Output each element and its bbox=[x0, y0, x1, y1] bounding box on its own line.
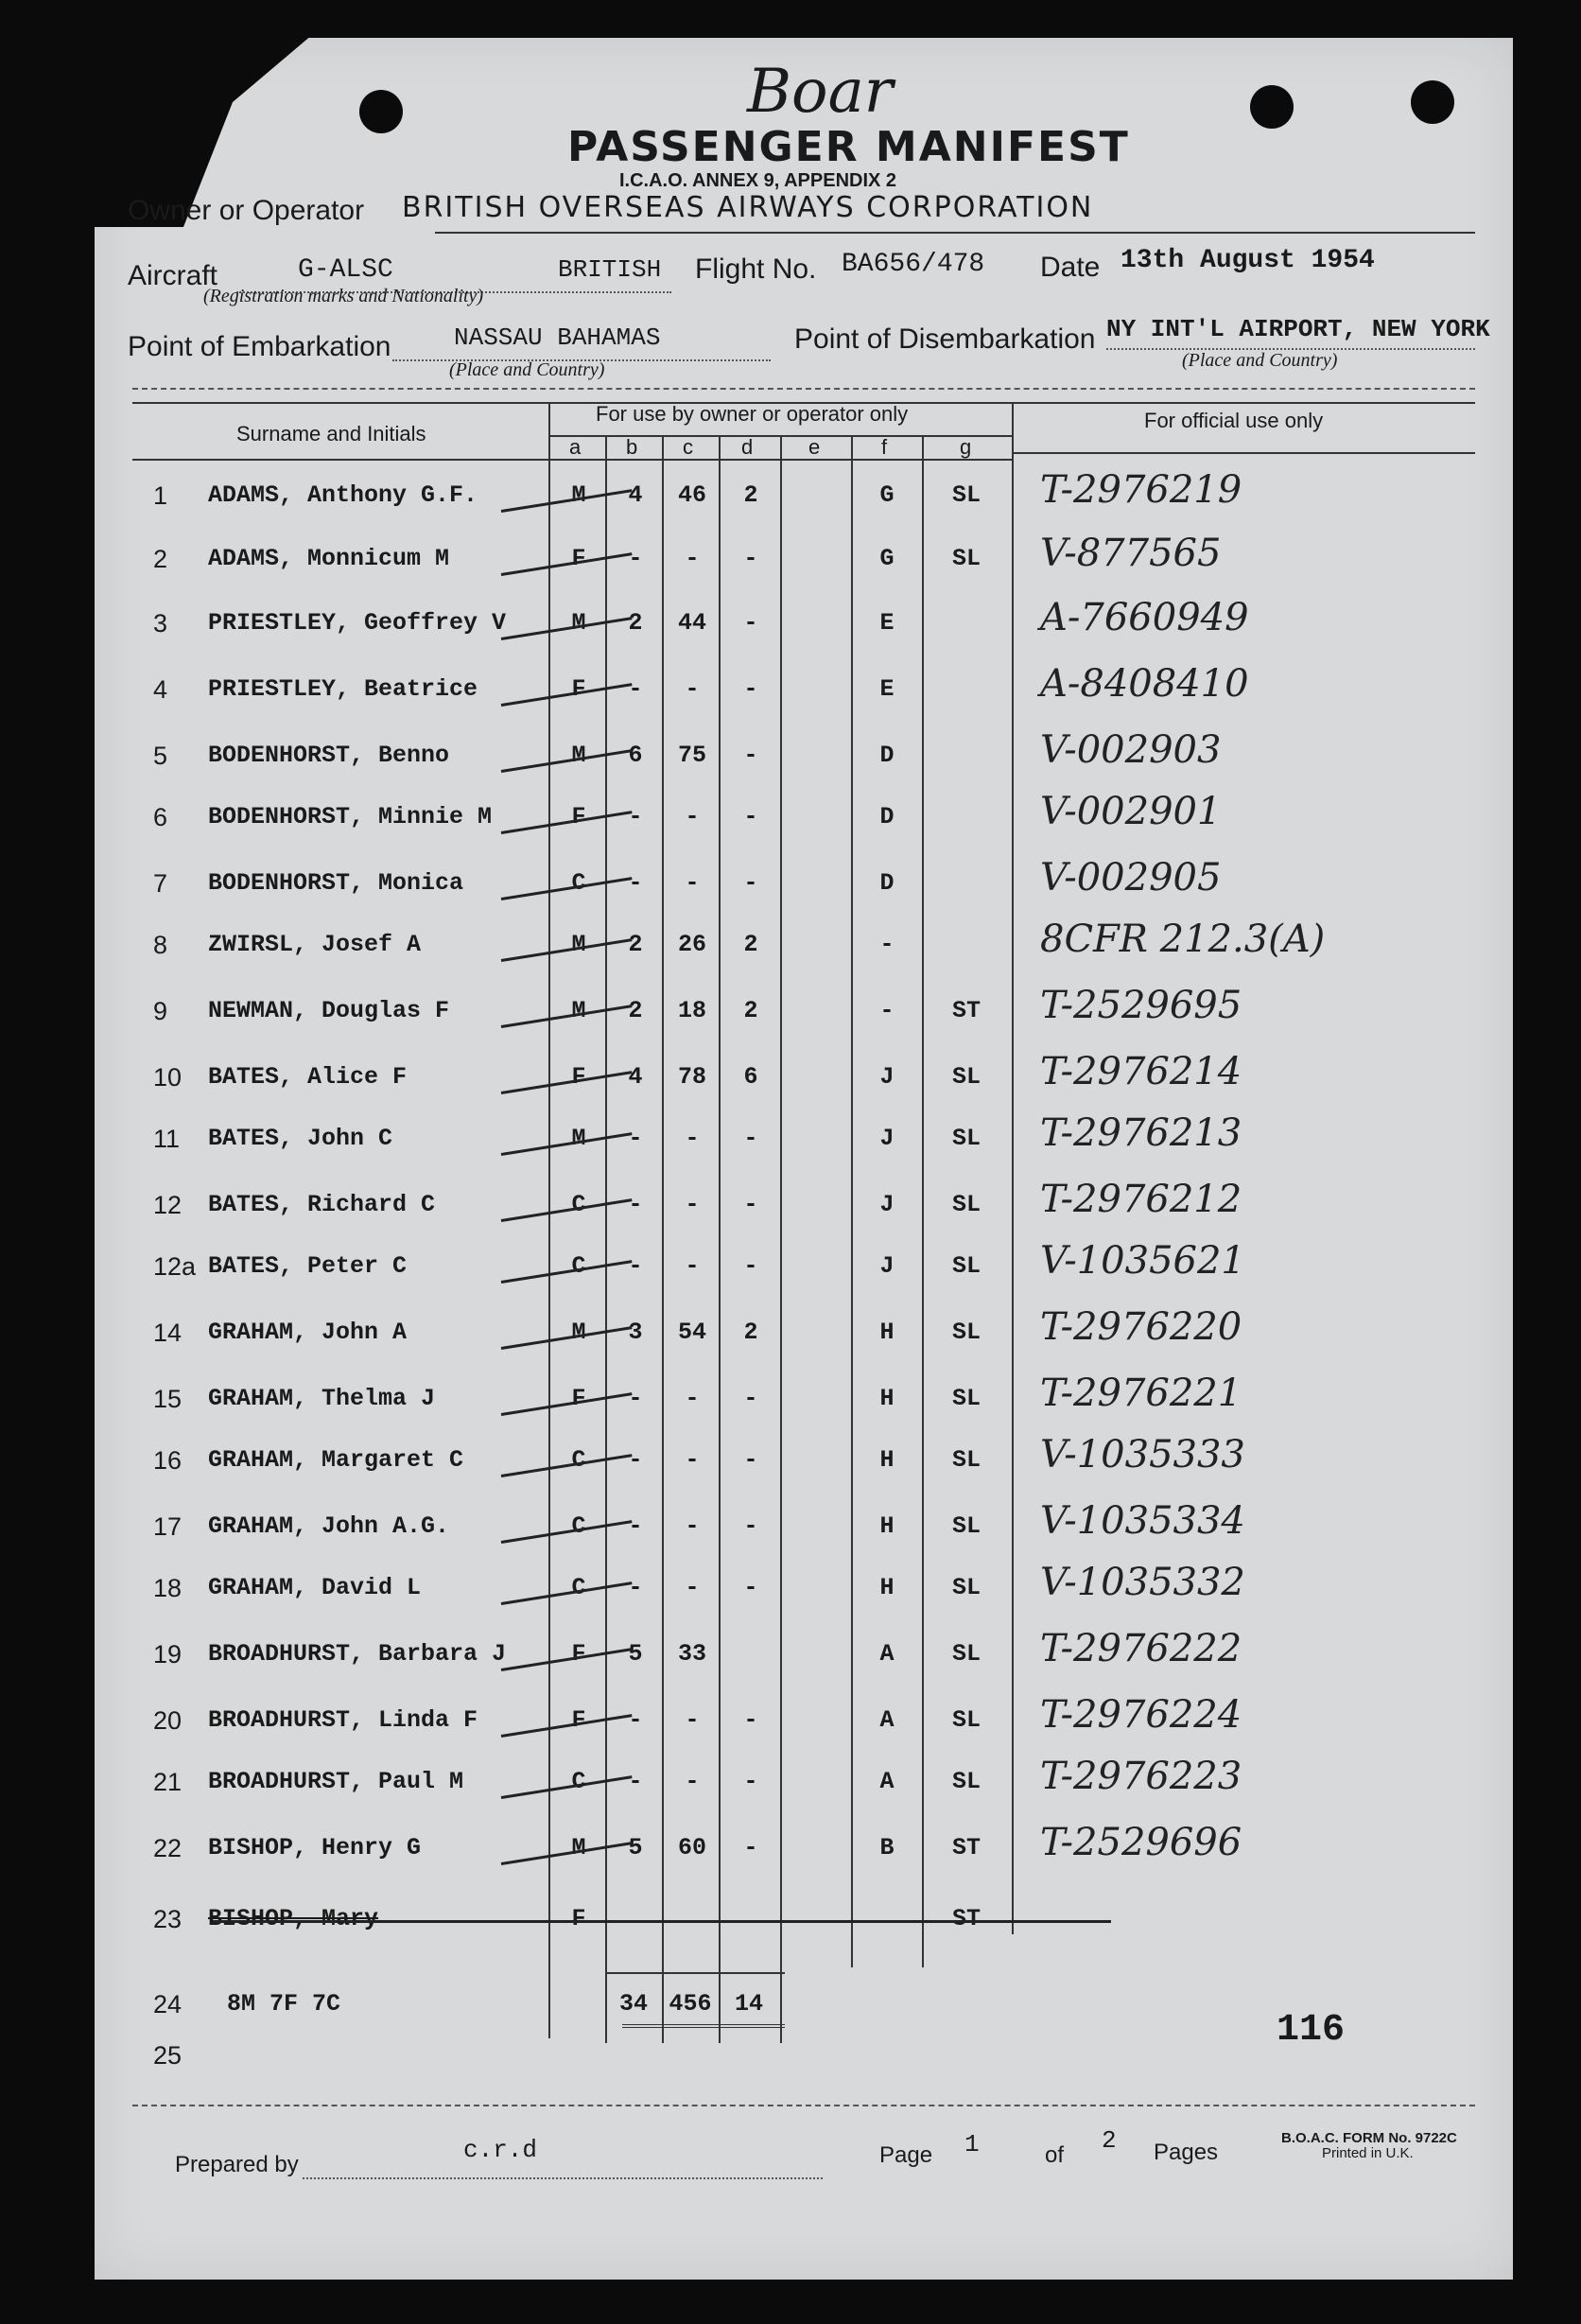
cell-d: - bbox=[743, 1768, 758, 1795]
cell-a: F bbox=[571, 1905, 586, 1932]
cell-f: G bbox=[879, 545, 895, 572]
cell-g: SL bbox=[951, 1385, 981, 1412]
passenger-name: ADAMS, Anthony G.F. bbox=[208, 481, 478, 509]
passenger-name: GRAHAM, David L bbox=[208, 1574, 422, 1601]
cell-c: 18 bbox=[677, 997, 706, 1024]
cell-d: - bbox=[743, 1125, 758, 1152]
cell-c: 60 bbox=[677, 1834, 706, 1861]
cell-g: SL bbox=[951, 481, 981, 509]
cell-g: ST bbox=[951, 1905, 981, 1932]
total-count: 116 bbox=[1277, 2009, 1346, 2052]
table-row bbox=[95, 1305, 1513, 1372]
table-row bbox=[95, 468, 1513, 534]
date-value: 13th August 1954 bbox=[1121, 246, 1375, 275]
col-header-operator: For use by owner or operator only bbox=[596, 402, 909, 426]
cell-a: M bbox=[571, 742, 586, 769]
row-number: 15 bbox=[153, 1385, 182, 1413]
subcol-b: b bbox=[626, 435, 638, 459]
cell-f: J bbox=[879, 1252, 895, 1280]
check-stroke bbox=[213, 1920, 1111, 1923]
cell-a: M bbox=[571, 1319, 586, 1346]
nationality-value: BRITISH bbox=[558, 255, 662, 284]
official-number: T-2529695 bbox=[1040, 984, 1242, 1027]
cell-c: - bbox=[685, 1512, 700, 1540]
cell-d: - bbox=[743, 1446, 758, 1474]
owner-value: BRITISH OVERSEAS AIRWAYS CORPORATION bbox=[402, 191, 1094, 224]
cell-b: - bbox=[628, 675, 643, 703]
cell-g: SL bbox=[951, 1191, 981, 1218]
cell-a: M bbox=[571, 997, 586, 1024]
cell-d: 2 bbox=[743, 481, 758, 509]
aircraft-label: Aircraft bbox=[128, 260, 218, 291]
cell-a: F bbox=[571, 675, 586, 703]
cell-c: - bbox=[685, 1706, 700, 1734]
cell-b: - bbox=[628, 545, 643, 572]
cell-a: C bbox=[571, 1768, 586, 1795]
row-number: 24 bbox=[153, 1990, 182, 2018]
official-number: V-1035621 bbox=[1040, 1239, 1245, 1283]
table-row bbox=[95, 1693, 1513, 1759]
cell-c: - bbox=[685, 1252, 700, 1280]
row-number: 2 bbox=[153, 545, 168, 573]
cell-a: M bbox=[571, 1125, 586, 1152]
passenger-name: GRAHAM, John A bbox=[208, 1319, 408, 1346]
passenger-name: BATES, Peter C bbox=[208, 1252, 408, 1280]
cell-b: - bbox=[628, 1512, 643, 1540]
divider bbox=[435, 232, 1475, 234]
passenger-name: GRAHAM, John A.G. bbox=[208, 1512, 450, 1540]
cell-c: - bbox=[685, 675, 700, 703]
table-row bbox=[95, 1178, 1513, 1244]
passenger-name: BATES, John C bbox=[208, 1125, 393, 1152]
summary-d: 14 bbox=[734, 1990, 763, 2018]
official-number: A-8408410 bbox=[1040, 662, 1249, 706]
cell-g: SL bbox=[951, 1512, 981, 1540]
cell-d: 6 bbox=[743, 1063, 758, 1091]
row-number: 20 bbox=[153, 1706, 182, 1735]
cell-b: 5 bbox=[628, 1640, 643, 1668]
divider bbox=[132, 388, 1475, 390]
cell-f: H bbox=[879, 1319, 895, 1346]
sum-rule bbox=[622, 2024, 785, 2028]
official-number: A-7660949 bbox=[1040, 596, 1249, 639]
cell-a: M bbox=[571, 609, 586, 637]
cell-f: D bbox=[879, 742, 895, 769]
sum-rule bbox=[605, 1972, 785, 1974]
official-number: T-2529696 bbox=[1040, 1821, 1242, 1864]
row-number: 3 bbox=[153, 609, 168, 638]
passenger-name: ADAMS, Monnicum M bbox=[208, 545, 450, 572]
prepared-label: Prepared by bbox=[175, 2152, 299, 2177]
cell-f: A bbox=[879, 1640, 895, 1668]
cell-f: E bbox=[879, 675, 895, 703]
cell-a: F bbox=[571, 803, 586, 830]
summary-text: 8M 7F 7C bbox=[227, 1990, 341, 2018]
cell-a: C bbox=[571, 1252, 586, 1280]
table-row bbox=[95, 532, 1513, 598]
passenger-name: BROADHURST, Barbara J bbox=[208, 1640, 507, 1668]
cell-f: A bbox=[879, 1768, 895, 1795]
cell-g: SL bbox=[951, 1125, 981, 1152]
prepared-value: c.r.d bbox=[463, 2136, 538, 2164]
official-header-rule bbox=[1012, 452, 1475, 454]
cell-d: 2 bbox=[743, 931, 758, 958]
cell-a: F bbox=[571, 1640, 586, 1668]
passenger-name: BISHOP, Henry G bbox=[208, 1834, 422, 1861]
table-row bbox=[95, 1755, 1513, 1821]
cell-b: 2 bbox=[628, 997, 643, 1024]
cell-f: A bbox=[879, 1706, 895, 1734]
passenger-name: BODENHORST, Minnie M bbox=[208, 803, 493, 830]
cell-a: C bbox=[571, 1446, 586, 1474]
cell-d: - bbox=[743, 675, 758, 703]
table-row bbox=[95, 984, 1513, 1050]
disembarkation-label: Point of Disembarkation bbox=[794, 323, 1096, 355]
cell-b: - bbox=[628, 1574, 643, 1601]
cell-c: - bbox=[685, 1768, 700, 1795]
cell-c: - bbox=[685, 1125, 700, 1152]
passenger-name: NEWMAN, Douglas F bbox=[208, 997, 450, 1024]
row-number: 6 bbox=[153, 803, 168, 831]
document-subtitle: I.C.A.O. ANNEX 9, APPENDIX 2 bbox=[619, 170, 897, 191]
cell-g: SL bbox=[951, 1640, 981, 1668]
table-row bbox=[95, 917, 1513, 984]
flight-label: Flight No. bbox=[695, 253, 817, 285]
subcol-c: c bbox=[683, 435, 693, 459]
table-row bbox=[95, 1821, 1513, 1887]
table-row bbox=[95, 728, 1513, 795]
cell-a: M bbox=[571, 1834, 586, 1861]
table-row bbox=[95, 1372, 1513, 1438]
form-number: B.O.A.C. FORM No. 9722C bbox=[1281, 2130, 1457, 2146]
cell-f: H bbox=[879, 1385, 895, 1412]
row-number: 22 bbox=[153, 1834, 182, 1862]
table-row bbox=[95, 1239, 1513, 1305]
flight-value: BA656/478 bbox=[842, 250, 985, 279]
cell-b: - bbox=[628, 1191, 643, 1218]
cell-c: 75 bbox=[677, 742, 706, 769]
official-number: T-2976212 bbox=[1040, 1178, 1242, 1221]
table-row bbox=[95, 662, 1513, 728]
document-title: PASSENGER MANIFEST bbox=[567, 123, 1130, 171]
official-number: V-1035332 bbox=[1040, 1561, 1245, 1604]
passenger-name: GRAHAM, Margaret C bbox=[208, 1446, 464, 1474]
cell-b: 3 bbox=[628, 1319, 643, 1346]
row-number: 11 bbox=[153, 1125, 181, 1153]
cell-a: C bbox=[571, 1574, 586, 1601]
embarkation-value: NASSAU BAHAMAS bbox=[454, 323, 661, 352]
cell-b: - bbox=[628, 1768, 643, 1795]
cell-g: SL bbox=[951, 1319, 981, 1346]
official-number: V-002905 bbox=[1040, 856, 1222, 900]
cell-a: M bbox=[571, 931, 586, 958]
official-number: T-2976214 bbox=[1040, 1050, 1242, 1093]
cell-c: 26 bbox=[677, 931, 706, 958]
cell-f: D bbox=[879, 869, 895, 897]
pages-value: 2 bbox=[1102, 2126, 1117, 2155]
official-number: T-2976224 bbox=[1040, 1693, 1242, 1737]
embarkation-label: Point of Embarkation bbox=[128, 331, 391, 362]
cell-b: - bbox=[628, 803, 643, 830]
cell-g: SL bbox=[951, 1063, 981, 1091]
manifest-sheet bbox=[95, 38, 1513, 2280]
row-number: 1 bbox=[153, 481, 168, 510]
cell-d: - bbox=[743, 742, 758, 769]
row-number: 19 bbox=[153, 1640, 182, 1669]
official-number: T-2976222 bbox=[1040, 1627, 1242, 1670]
row-number: 18 bbox=[153, 1574, 182, 1602]
cell-c: 33 bbox=[677, 1640, 706, 1668]
cell-d: - bbox=[743, 609, 758, 637]
cell-c: - bbox=[685, 1191, 700, 1218]
passenger-name: GRAHAM, Thelma J bbox=[208, 1385, 436, 1412]
cell-f: H bbox=[879, 1446, 895, 1474]
cell-c: 46 bbox=[677, 481, 706, 509]
cell-f: H bbox=[879, 1512, 895, 1540]
row-number: 14 bbox=[153, 1319, 182, 1347]
cell-b: 2 bbox=[628, 931, 643, 958]
cell-a: F bbox=[571, 1706, 586, 1734]
cell-c: 54 bbox=[677, 1319, 706, 1346]
row-number: 25 bbox=[153, 2041, 182, 2070]
cell-d: - bbox=[743, 1834, 758, 1861]
cell-f: J bbox=[879, 1063, 895, 1091]
official-number: T-2976220 bbox=[1040, 1305, 1242, 1349]
cell-d: - bbox=[743, 869, 758, 897]
aircraft-value: G-ALSC bbox=[298, 255, 393, 285]
row-number: 21 bbox=[153, 1768, 182, 1796]
cell-a: C bbox=[571, 1191, 586, 1218]
page-value: 1 bbox=[964, 2130, 980, 2158]
cell-b: - bbox=[628, 1706, 643, 1734]
col-header-name: Surname and Initials bbox=[236, 422, 426, 446]
cell-b: 2 bbox=[628, 609, 643, 637]
disembarkation-note: (Place and Country) bbox=[1182, 350, 1338, 371]
passenger-name: PRIESTLEY, Geoffrey V bbox=[208, 609, 507, 637]
row-number: 8 bbox=[153, 931, 168, 959]
punch-hole bbox=[359, 90, 403, 133]
cell-c: 44 bbox=[677, 609, 706, 637]
col-header-official: For official use only bbox=[1144, 409, 1324, 432]
cell-d: 2 bbox=[743, 1319, 758, 1346]
summary-b: 34 bbox=[618, 1990, 648, 2018]
row-number: 12 bbox=[153, 1191, 182, 1219]
cell-b: 4 bbox=[628, 481, 643, 509]
table-row bbox=[95, 1561, 1513, 1627]
cell-d: - bbox=[743, 545, 758, 572]
aircraft-note: (Registration marks and Nationality) bbox=[203, 286, 484, 306]
official-number: V-1035333 bbox=[1040, 1433, 1245, 1477]
pages-label: Pages bbox=[1154, 2140, 1219, 2165]
passenger-name: BODENHORST, Monica bbox=[208, 869, 464, 897]
table-row bbox=[95, 856, 1513, 922]
cell-d: - bbox=[743, 1512, 758, 1540]
summary-c: 456 bbox=[669, 1990, 712, 2018]
passenger-name: BISHOP, Mary bbox=[208, 1905, 379, 1932]
owner-label: Owner or Operator bbox=[128, 195, 365, 226]
subcol-a: a bbox=[569, 435, 582, 459]
cell-a: M bbox=[571, 481, 586, 509]
cell-a: F bbox=[571, 1063, 586, 1091]
subcol-d: d bbox=[741, 435, 754, 459]
printed-in: Printed in U.K. bbox=[1322, 2145, 1414, 2161]
table-row bbox=[95, 1050, 1513, 1116]
cell-b: - bbox=[628, 869, 643, 897]
cell-f: E bbox=[879, 609, 895, 637]
cell-b: 6 bbox=[628, 742, 643, 769]
row-number: 7 bbox=[153, 869, 168, 898]
page-label: Page bbox=[879, 2142, 933, 2168]
cell-d: - bbox=[743, 1385, 758, 1412]
cell-a: C bbox=[571, 1512, 586, 1540]
table-row bbox=[95, 1433, 1513, 1499]
official-number: T-2976219 bbox=[1040, 468, 1242, 512]
row-number: 23 bbox=[153, 1905, 182, 1933]
passenger-name: ZWIRSL, Josef A bbox=[208, 931, 422, 958]
cell-c: - bbox=[685, 1446, 700, 1474]
punch-hole bbox=[1250, 85, 1294, 129]
divider bbox=[132, 2105, 1475, 2106]
passenger-name: BATES, Alice F bbox=[208, 1063, 408, 1091]
passenger-name: PRIESTLEY, Beatrice bbox=[208, 675, 478, 703]
cell-c: 78 bbox=[677, 1063, 706, 1091]
table-row bbox=[95, 790, 1513, 856]
cell-g: ST bbox=[951, 1834, 981, 1861]
prepared-line bbox=[303, 2177, 823, 2179]
table-row bbox=[95, 1499, 1513, 1565]
official-number: V-877565 bbox=[1040, 532, 1222, 575]
cell-c: - bbox=[685, 869, 700, 897]
embarkation-note: (Place and Country) bbox=[449, 359, 605, 380]
table-row bbox=[95, 1627, 1513, 1693]
passenger-name: BODENHORST, Benno bbox=[208, 742, 450, 769]
disembarkation-value: NY INT'L AIRPORT, NEW YORK bbox=[1106, 315, 1490, 343]
passenger-name: BROADHURST, Linda F bbox=[208, 1706, 478, 1734]
cell-g: ST bbox=[951, 997, 981, 1024]
cell-d: - bbox=[743, 1191, 758, 1218]
of-label: of bbox=[1045, 2142, 1065, 2168]
cell-b: - bbox=[628, 1385, 643, 1412]
cell-a: F bbox=[571, 1385, 586, 1412]
cell-f: J bbox=[879, 1125, 895, 1152]
official-number: T-2976221 bbox=[1040, 1372, 1242, 1415]
cell-c: - bbox=[685, 1385, 700, 1412]
cell-b: 4 bbox=[628, 1063, 643, 1091]
subcol-e: e bbox=[808, 435, 821, 459]
cell-g: SL bbox=[951, 1446, 981, 1474]
cell-a: F bbox=[571, 545, 586, 572]
official-number: T-2976213 bbox=[1040, 1111, 1242, 1155]
cell-g: SL bbox=[951, 1252, 981, 1280]
row-number: 4 bbox=[153, 675, 168, 704]
cell-c: - bbox=[685, 545, 700, 572]
cell-b: - bbox=[628, 1252, 643, 1280]
cell-f: J bbox=[879, 1191, 895, 1218]
cell-f: H bbox=[879, 1574, 895, 1601]
date-label: Date bbox=[1040, 252, 1101, 283]
official-number: V-002901 bbox=[1040, 790, 1222, 833]
cell-d: - bbox=[743, 1706, 758, 1734]
cell-c: - bbox=[685, 803, 700, 830]
cell-f: G bbox=[879, 481, 895, 509]
table-row bbox=[95, 1111, 1513, 1178]
cell-d: - bbox=[743, 1252, 758, 1280]
cell-g: SL bbox=[951, 545, 981, 572]
cell-d: - bbox=[743, 803, 758, 830]
official-number: T-2976223 bbox=[1040, 1755, 1242, 1798]
row-number: 5 bbox=[153, 742, 168, 770]
cell-f: B bbox=[879, 1834, 895, 1861]
row-number: 12a bbox=[153, 1252, 197, 1281]
punch-hole bbox=[1411, 80, 1454, 124]
row-number: 10 bbox=[153, 1063, 182, 1092]
row-number: 16 bbox=[153, 1446, 182, 1475]
cell-g: SL bbox=[951, 1706, 981, 1734]
passenger-name: BROADHURST, Paul M bbox=[208, 1768, 464, 1795]
row-number: 17 bbox=[153, 1512, 182, 1541]
cell-f: - bbox=[879, 997, 895, 1024]
cell-b: - bbox=[628, 1446, 643, 1474]
cell-g: SL bbox=[951, 1768, 981, 1795]
cell-d: 2 bbox=[743, 997, 758, 1024]
cell-f: D bbox=[879, 803, 895, 830]
cell-b: - bbox=[628, 1125, 643, 1152]
table-row bbox=[95, 596, 1513, 662]
cell-b: 5 bbox=[628, 1834, 643, 1861]
cell-d: - bbox=[743, 1574, 758, 1601]
cell-f: - bbox=[879, 931, 895, 958]
subcol-g: g bbox=[960, 435, 972, 459]
table-row bbox=[95, 1892, 1513, 1958]
subcol-f: f bbox=[881, 435, 888, 459]
official-number: V-1035334 bbox=[1040, 1499, 1245, 1543]
official-number: V-002903 bbox=[1040, 728, 1222, 772]
passenger-name: BATES, Richard C bbox=[208, 1191, 436, 1218]
official-number: 8CFR 212.3(A) bbox=[1040, 917, 1326, 961]
row-number: 9 bbox=[153, 997, 168, 1025]
cell-g: SL bbox=[951, 1574, 981, 1601]
cell-a: C bbox=[571, 869, 586, 897]
handwritten-annotation: Boar bbox=[747, 57, 894, 127]
cell-c: - bbox=[685, 1574, 700, 1601]
